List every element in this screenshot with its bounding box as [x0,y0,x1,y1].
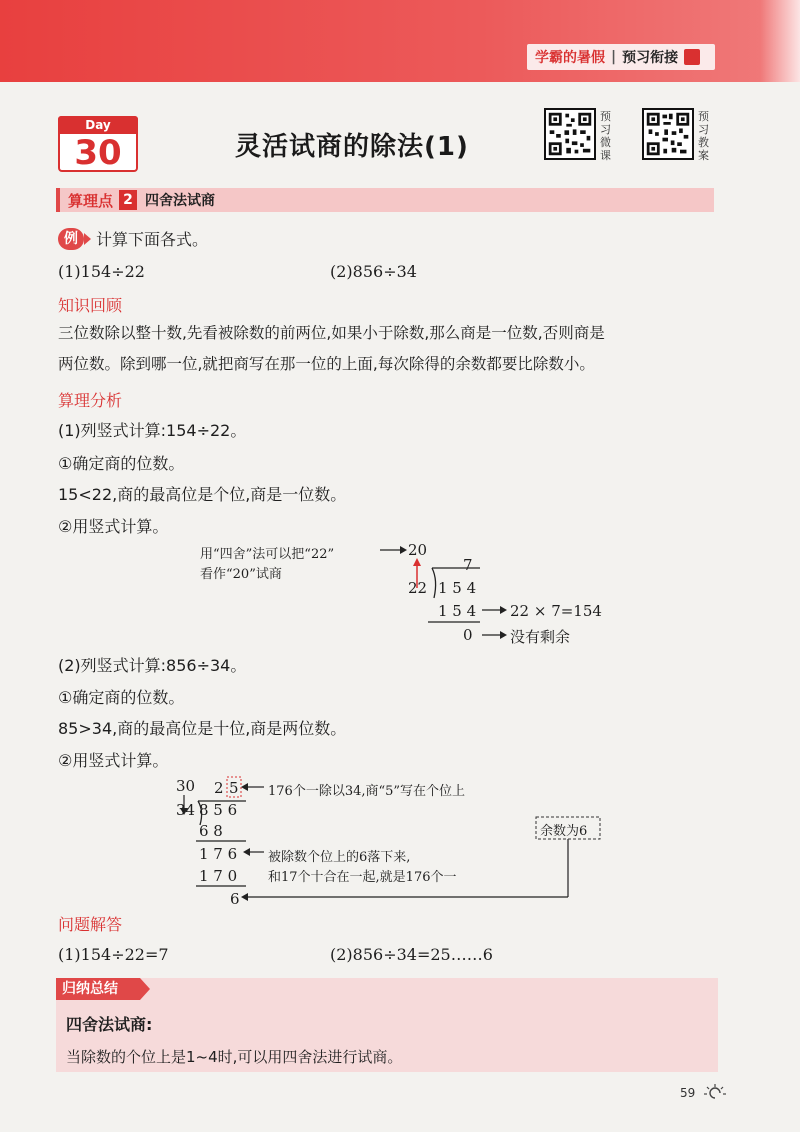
page-title: 灵活试商的除法(1) [235,132,469,162]
sun-swirl-icon [702,1082,728,1104]
qr-code-icon[interactable] [642,108,694,160]
day-badge [58,116,138,172]
bring-down-note-line-1: 被除数个位上的6落下来, [268,850,411,865]
first-product-2: 6 8 [199,822,223,840]
knowledge-heading: 知识回顾 [58,296,123,315]
dividend-2: 8 5 6 [199,801,238,819]
part2-step2: ②用竖式计算。 [58,751,169,770]
qr-label-2: 预习教案 [698,110,709,162]
page-number: 59 [680,1086,696,1100]
quotient-tens-2: 2 [214,779,224,797]
rounded-divisor-2: 30 [176,777,196,795]
analysis-heading: 算理分析 [58,391,123,410]
knowledge-line-1: 三位数除以整十数,先看被除数的前两位,如果小于除数,那么商是一位数,否则商是 [58,324,605,342]
second-product-2: 1 7 0 [199,867,238,885]
bring-down-note-line-2: 和17个十合在一起,就是176个一 [268,870,457,885]
example-prompt: 计算下面各式。 [96,230,209,249]
problem-1: (1)154÷22 [58,262,145,281]
answer-2: (2)856÷34=25……6 [330,945,493,964]
summary-tag: 归纳总结 [56,978,140,1000]
section-number: 2 [119,190,137,210]
problem-2: (2)856÷34 [330,262,417,281]
part2-step1: ①确定商的位数。 [58,688,185,707]
remainder-2: 6 [230,890,240,908]
section-topic: 四舍法试商 [145,193,216,209]
part2-comparison: 85>34,商的最高位是十位,商是两位数。 [58,719,347,738]
series-name: 学霸的暑假 [535,50,605,66]
section-bar [56,188,714,212]
part1-step2: ②用竖式计算。 [58,517,169,536]
divisor-1: 22 [408,579,428,597]
remainder-box-label: 余数为6 [540,824,588,839]
part1-title: (1)列竖式计算:154÷22。 [58,421,247,440]
divisor-2: 34 [176,801,196,819]
summary-title: 四舍法试商: [66,1015,153,1034]
series-separator: | [611,49,617,65]
section-name: 算理点 [68,191,114,210]
remainder-note-1: 没有剩余 [510,628,571,646]
part1-comparison: 15<22,商的最高位是个位,商是一位数。 [58,485,347,504]
series-tab [527,44,715,70]
rounding-note-line-2: 看作“20”试商 [200,567,282,582]
product-1: 1 5 4 [438,602,477,620]
quotient-1: 7 [463,556,473,574]
answer-1: (1)154÷22=7 [58,945,169,964]
part2-title: (2)列竖式计算:856÷34。 [58,656,247,675]
example-badge: 例 [58,228,84,250]
product-note-1: 22 × 7=154 [510,602,602,620]
answer-heading: 问题解答 [58,915,123,934]
rounded-divisor: 20 [408,541,428,559]
arrow-right-icon [84,233,91,245]
partial-dividend-2: 1 7 6 [199,845,238,863]
day-label: Day [58,116,138,134]
part1-step1: ①确定商的位数。 [58,454,185,473]
series-subtitle: 预习衔接 [622,50,679,66]
qr-label-1: 预习微课 [600,110,611,162]
book-icon [684,49,700,65]
remainder-1: 0 [463,626,473,644]
qr-code-icon[interactable] [544,108,596,160]
quotient-note-2: 176个一除以34,商“5”写在个位上 [268,784,466,799]
knowledge-line-2: 两位数。除到哪一位,就把商写在那一位的上面,每次除得的余数都要比除数小。 [58,355,595,373]
quotient-ones-2: 5 [229,779,239,797]
dividend-1: 1 5 4 [438,579,477,597]
rounding-note-line-1: 用“四舍”法可以把“22” [200,547,335,562]
summary-text: 当除数的个位上是1~4时,可以用四舍法进行试商。 [66,1048,403,1066]
day-number: 30 [74,133,122,173]
